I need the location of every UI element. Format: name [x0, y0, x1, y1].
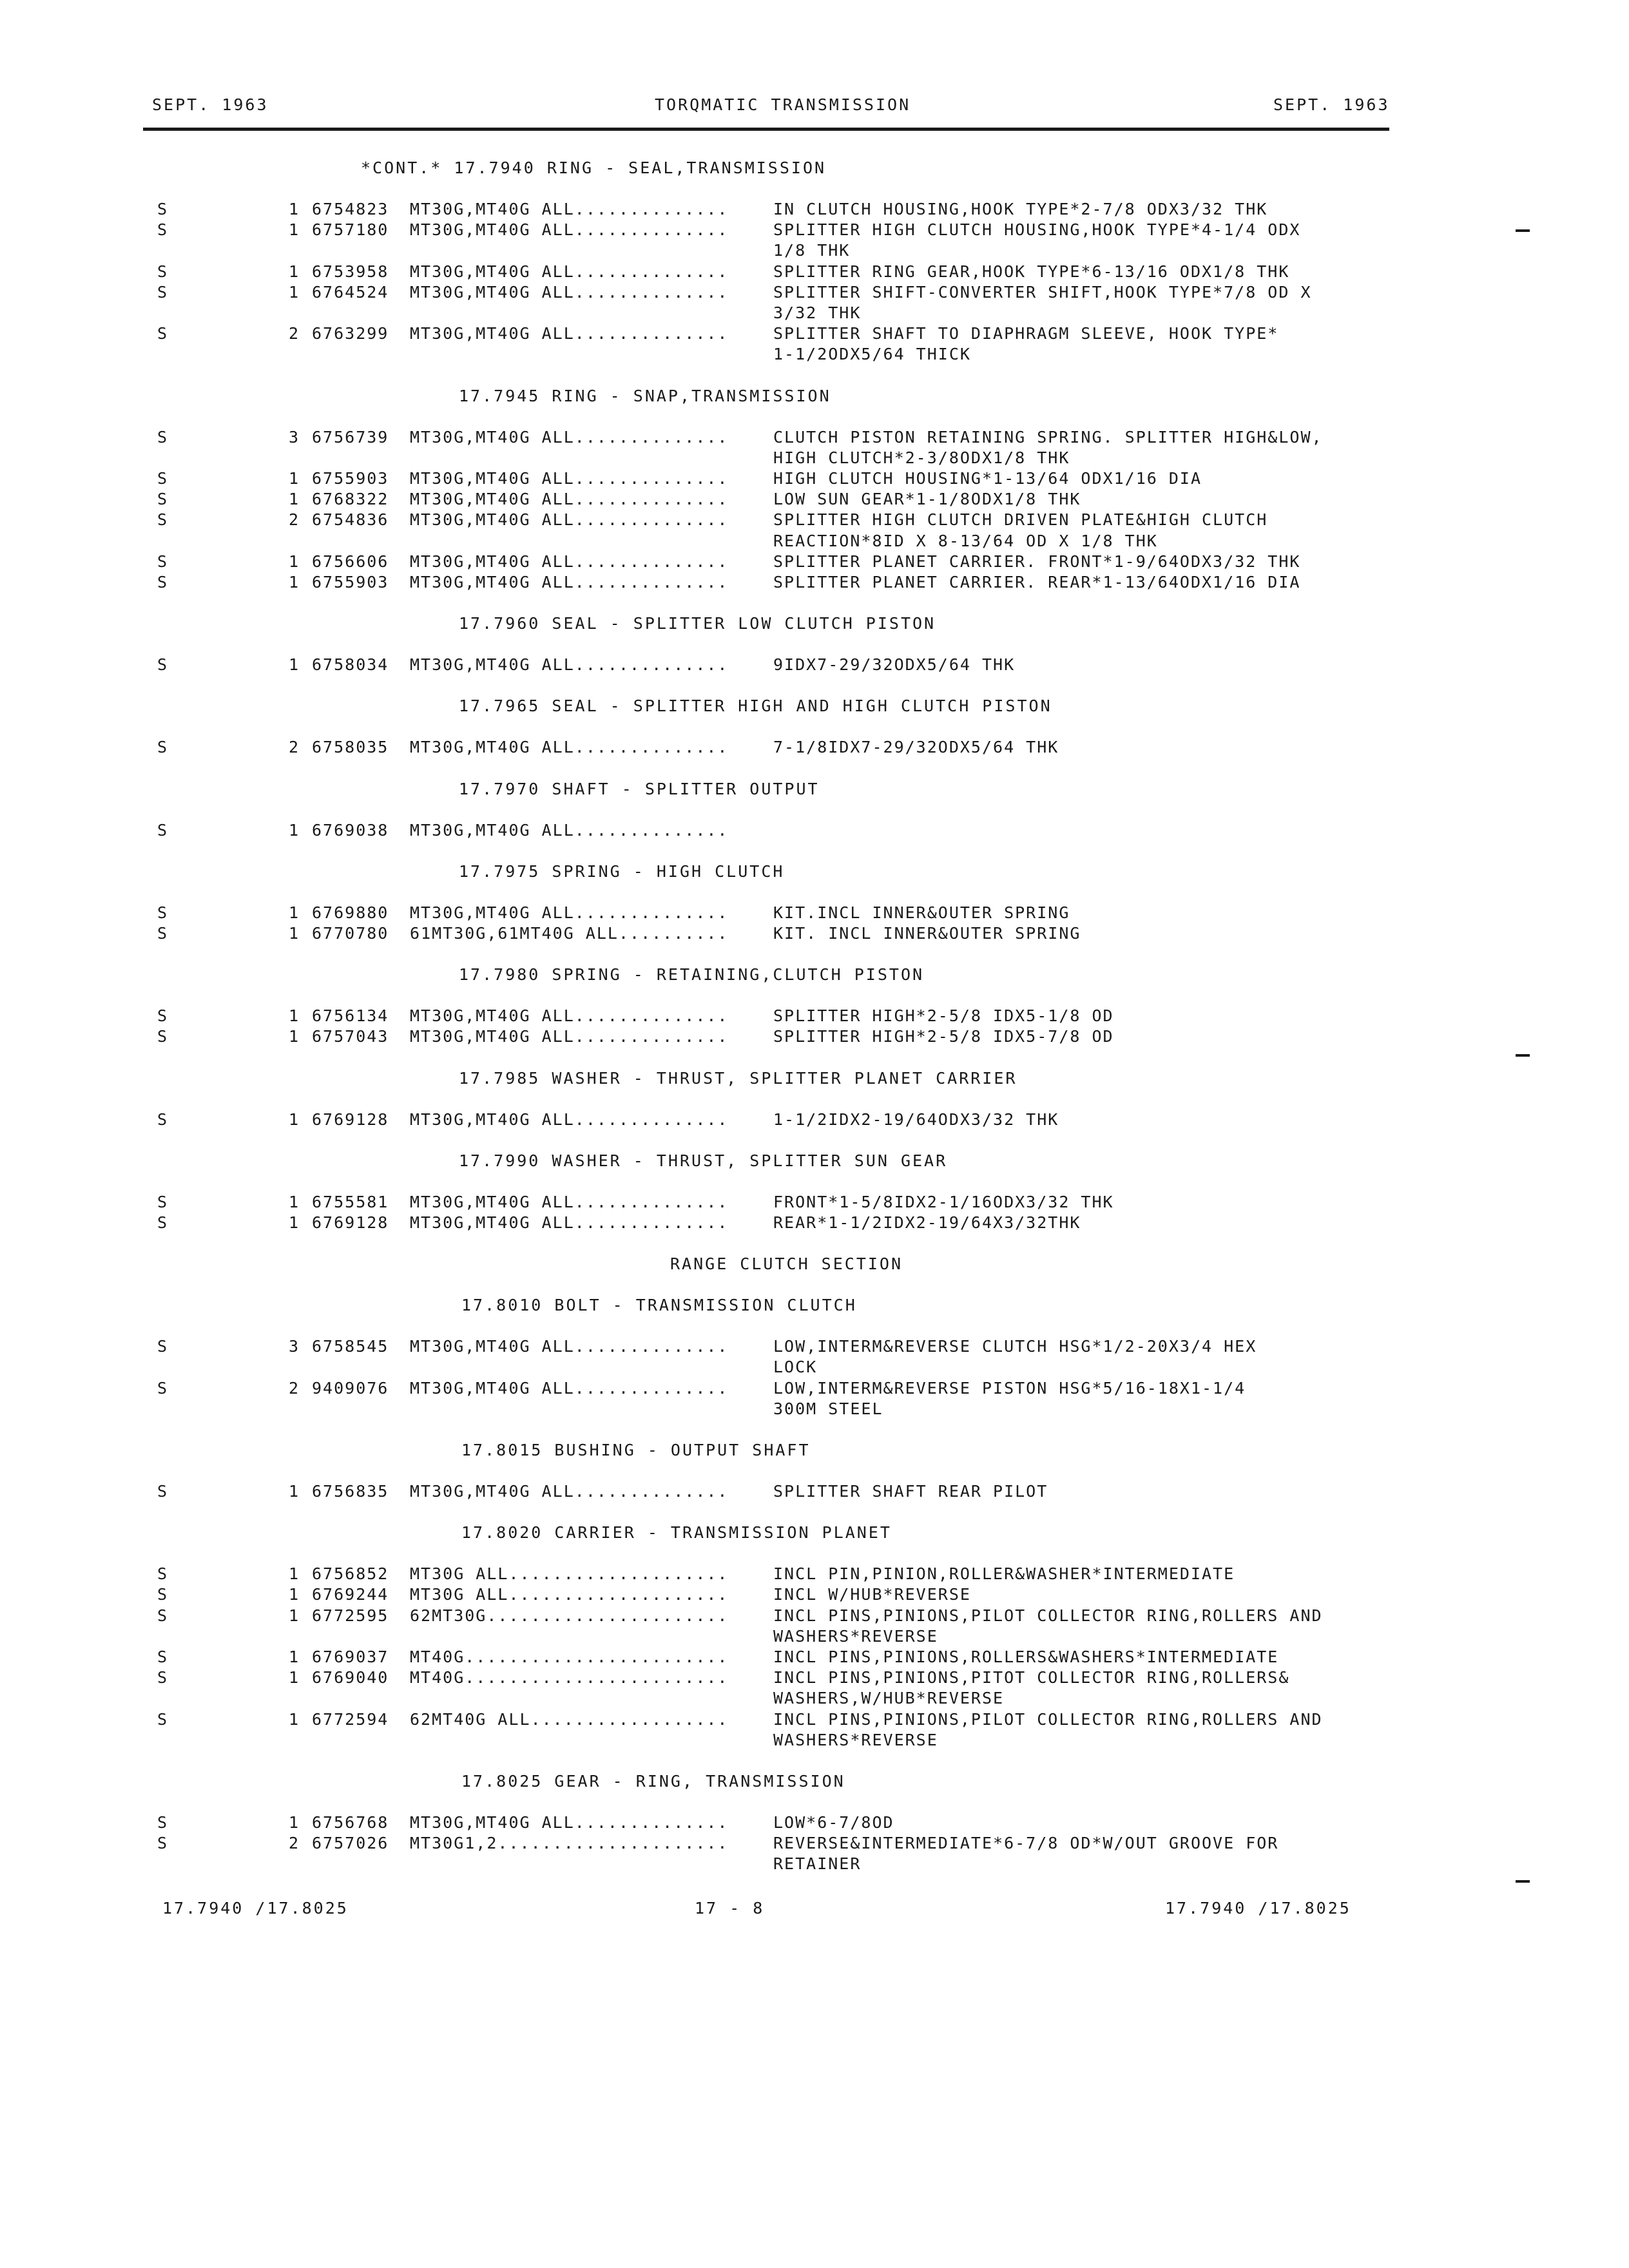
model-applicability: MT30G,MT40G ALL..............	[410, 1813, 729, 1832]
part-description: LOW,INTERM&REVERSE PISTON HSG*5/16-18X1-1/4	[773, 1378, 1246, 1398]
model-applicability: MT40G........................	[410, 1668, 729, 1687]
model-applicability: MT30G,MT40G ALL..............	[410, 1337, 729, 1356]
quantity: 2	[289, 510, 300, 530]
part-number: 6758545	[312, 1337, 389, 1356]
footer-page-number: 17 - 8	[695, 1899, 765, 1917]
model-applicability: MT30G,MT40G ALL..............	[410, 738, 729, 757]
part-number: 6755903	[312, 469, 389, 488]
part-description: 1-1/2IDX2-19/64ODX3/32 THK	[773, 1110, 1059, 1129]
part-description: REACTION*8ID X 8-13/64 OD X 1/8 THK	[773, 531, 1158, 550]
part-number: 6754836	[312, 510, 389, 530]
service-code: S	[157, 427, 169, 447]
header-rule	[143, 128, 1389, 131]
service-code: S	[157, 1110, 169, 1129]
model-applicability: MT30G ALL....................	[410, 1564, 729, 1584]
part-number: 6757043	[312, 1027, 389, 1046]
header-left-date: SEPT. 1963	[152, 95, 269, 114]
part-description: LOW*6-7/8OD	[773, 1813, 894, 1832]
service-code: S	[157, 490, 169, 509]
quantity: 1	[289, 220, 300, 240]
part-number: 6770780	[312, 924, 389, 943]
header-right-date: SEPT. 1963	[1273, 95, 1390, 114]
model-applicability: MT30G,MT40G ALL..............	[410, 1027, 729, 1046]
service-code: S	[157, 1192, 169, 1211]
section-heading: 17.7970 SHAFT - SPLITTER OUTPUT	[459, 779, 820, 798]
service-code: S	[157, 510, 169, 530]
model-applicability: 62MT30G......................	[410, 1606, 729, 1625]
section-heading: 17.7990 WASHER - THRUST, SPLITTER SUN GEAR	[459, 1151, 948, 1170]
footer-right-range: 17.7940 /17.8025	[1165, 1899, 1351, 1917]
part-description: INCL PINS,PINIONS,PITOT COLLECTOR RING,ROLLERS&	[773, 1668, 1290, 1687]
service-code: S	[157, 1564, 169, 1584]
model-applicability: MT30G,MT40G ALL..............	[410, 573, 729, 591]
model-applicability: MT30G,MT40G ALL..............	[410, 1378, 729, 1398]
model-applicability: MT30G,MT40G ALL..............	[410, 262, 729, 281]
section-heading: 17.7975 SPRING - HIGH CLUTCH	[459, 861, 785, 881]
part-description: REAR*1-1/2IDX2-19/64X3/32THK	[773, 1213, 1081, 1232]
quantity: 1	[289, 282, 300, 302]
part-number: 6758034	[312, 655, 389, 675]
quantity: 1	[289, 1564, 300, 1584]
part-description: SPLITTER HIGH*2-5/8 IDX5-1/8 OD	[773, 1006, 1114, 1026]
part-number: 6755581	[312, 1192, 389, 1211]
part-description: RETAINER	[773, 1854, 862, 1874]
quantity: 1	[289, 924, 300, 943]
part-number: 6772595	[312, 1606, 389, 1625]
quantity: 1	[289, 573, 300, 591]
quantity: 2	[289, 324, 300, 343]
section-heading: 17.7980 SPRING - RETAINING,CLUTCH PISTON	[459, 965, 925, 985]
quantity: 1	[289, 1213, 300, 1232]
part-number: 6769128	[312, 1110, 389, 1129]
service-code: S	[157, 1709, 169, 1729]
service-code: S	[157, 1482, 169, 1501]
part-description: INCL W/HUB*REVERSE	[773, 1585, 971, 1604]
part-description: SPLITTER PLANET CARRIER. REAR*1-13/64ODX1/16 DIA	[773, 573, 1301, 591]
quantity: 1	[289, 655, 300, 675]
quantity: 1	[289, 1709, 300, 1729]
quantity: 1	[289, 262, 300, 281]
model-applicability: MT30G,MT40G ALL..............	[410, 1110, 729, 1129]
model-applicability: MT30G,MT40G ALL..............	[410, 1482, 729, 1501]
model-applicability: MT30G,MT40G ALL..............	[410, 200, 729, 218]
part-number: 6755903	[312, 573, 389, 591]
part-description: KIT. INCL INNER&OUTER SPRING	[773, 924, 1081, 943]
model-applicability: MT30G ALL....................	[410, 1585, 729, 1604]
service-code: S	[157, 552, 169, 571]
part-description: 9IDX7-29/32ODX5/64 THK	[773, 655, 1016, 675]
part-description: CLUTCH PISTON RETAINING SPRING. SPLITTER HIGH&LOW,	[773, 427, 1323, 447]
service-code: S	[157, 738, 169, 757]
model-applicability: 62MT40G ALL..................	[410, 1709, 729, 1729]
quantity: 2	[289, 1834, 300, 1853]
service-code: S	[157, 324, 169, 343]
part-description: IN CLUTCH HOUSING,HOOK TYPE*2-7/8 ODX3/32 THK	[773, 200, 1268, 218]
quantity: 1	[289, 1813, 300, 1832]
part-number: 6753958	[312, 262, 389, 281]
model-applicability: 61MT30G,61MT40G ALL..........	[410, 924, 729, 943]
quantity: 1	[289, 903, 300, 922]
model-applicability: MT30G,MT40G ALL..............	[410, 490, 729, 509]
quantity: 1	[289, 1648, 300, 1666]
header-title: TORQMATIC TRANSMISSION	[655, 95, 911, 114]
part-number: 6757180	[312, 220, 389, 240]
part-description: INCL PINS,PINIONS,PILOT COLLECTOR RING,ROLLERS AND	[773, 1606, 1323, 1625]
quantity: 1	[289, 1585, 300, 1604]
quantity: 2	[289, 1378, 300, 1398]
margin-mark	[1516, 229, 1530, 232]
model-applicability: MT30G,MT40G ALL..............	[410, 552, 729, 571]
part-number: 6769880	[312, 903, 389, 922]
part-number: 6769038	[312, 820, 389, 840]
section-heading: 17.7965 SEAL - SPLITTER HIGH AND HIGH CLUTCH PISTON	[459, 697, 1052, 716]
section-heading: 17.7960 SEAL - SPLITTER LOW CLUTCH PISTON	[459, 614, 936, 633]
quantity: 1	[289, 1192, 300, 1211]
part-description: INCL PINS,PINIONS,ROLLERS&WASHERS*INTERMEDIATE	[773, 1648, 1279, 1666]
model-applicability: MT40G........................	[410, 1648, 729, 1666]
quantity: 1	[289, 1027, 300, 1046]
service-code: S	[157, 655, 169, 675]
part-number: 6769244	[312, 1585, 389, 1604]
service-code: S	[157, 1213, 169, 1232]
model-applicability: MT30G,MT40G ALL..............	[410, 655, 729, 675]
model-applicability: MT30G,MT40G ALL..............	[410, 1213, 729, 1232]
quantity: 1	[289, 469, 300, 488]
part-description: SPLITTER PLANET CARRIER. FRONT*1-9/64ODX3/32 THK	[773, 552, 1301, 571]
service-code: S	[157, 573, 169, 591]
part-description: 1-1/2ODX5/64 THICK	[773, 345, 971, 364]
service-code: S	[157, 1668, 169, 1687]
part-description: FRONT*1-5/8IDX2-1/16ODX3/32 THK	[773, 1192, 1114, 1211]
quantity: 3	[289, 1337, 300, 1356]
section-heading: 17.8015 BUSHING - OUTPUT SHAFT	[461, 1441, 811, 1459]
part-description: LOW SUN GEAR*1-1/8ODX1/8 THK	[773, 490, 1081, 509]
margin-mark	[1516, 1880, 1530, 1883]
service-code: S	[157, 1337, 169, 1356]
part-description: INCL PINS,PINIONS,PILOT COLLECTOR RING,ROLLERS AND	[773, 1709, 1323, 1729]
part-description: SPLITTER HIGH CLUTCH DRIVEN PLATE&HIGH CLUTCH	[773, 510, 1268, 530]
part-description: REVERSE&INTERMEDIATE*6-7/8 OD*W/OUT GROOVE FOR	[773, 1834, 1279, 1853]
quantity: 1	[289, 1482, 300, 1501]
part-number: 6756768	[312, 1813, 389, 1832]
quantity: 1	[289, 1606, 300, 1625]
model-applicability: MT30G,MT40G ALL..............	[410, 324, 729, 343]
part-number: 9409076	[312, 1378, 389, 1398]
section-heading: 17.7945 RING - SNAP,TRANSMISSION	[459, 386, 831, 405]
part-description: KIT.INCL INNER&OUTER SPRING	[773, 903, 1070, 922]
service-code: S	[157, 1606, 169, 1625]
model-applicability: MT30G,MT40G ALL..............	[410, 220, 729, 240]
model-applicability: MT30G,MT40G ALL..............	[410, 510, 729, 530]
service-code: S	[157, 220, 169, 240]
section-heading: 17.8010 BOLT - TRANSMISSION CLUTCH	[461, 1296, 857, 1315]
part-number: 6768322	[312, 490, 389, 509]
part-description: WASHERS*REVERSE	[773, 1730, 938, 1749]
service-code: S	[157, 1834, 169, 1853]
quantity: 2	[289, 738, 300, 757]
part-description: SPLITTER HIGH CLUTCH HOUSING,HOOK TYPE*4-1/4 ODX	[773, 220, 1301, 240]
part-number: 6763299	[312, 324, 389, 343]
part-number: 6756835	[312, 1482, 389, 1501]
service-code: S	[157, 1006, 169, 1026]
section-heading: 17.7985 WASHER - THRUST, SPLITTER PLANET CARRIER	[459, 1068, 1017, 1088]
margin-mark	[1516, 1054, 1530, 1057]
range-clutch-section-title: RANGE CLUTCH SECTION	[670, 1254, 903, 1274]
part-description: WASHERS,W/HUB*REVERSE	[773, 1689, 1005, 1708]
part-description: 3/32 THK	[773, 303, 862, 322]
part-description: 1/8 THK	[773, 241, 851, 260]
service-code: S	[157, 262, 169, 281]
quantity: 3	[289, 427, 300, 447]
part-number: 6769037	[312, 1648, 389, 1666]
service-code: S	[157, 1648, 169, 1666]
model-applicability: MT30G,MT40G ALL..............	[410, 1192, 729, 1211]
section-heading: 17.8020 CARRIER - TRANSMISSION PLANET	[461, 1523, 892, 1542]
model-applicability: MT30G,MT40G ALL..............	[410, 282, 729, 302]
part-number: 6772594	[312, 1709, 389, 1729]
part-number: 6757026	[312, 1834, 389, 1853]
part-number: 6756852	[312, 1564, 389, 1584]
part-description: LOW,INTERM&REVERSE CLUTCH HSG*1/2-20X3/4 HEX	[773, 1337, 1257, 1356]
part-number: 6764524	[312, 282, 389, 302]
section-heading: 17.8025 GEAR - RING, TRANSMISSION	[461, 1772, 845, 1791]
part-number: 6756739	[312, 427, 389, 447]
part-description: SPLITTER HIGH*2-5/8 IDX5-7/8 OD	[773, 1027, 1114, 1046]
model-applicability: MT30G,MT40G ALL..............	[410, 903, 729, 922]
part-description: 7-1/8IDX7-29/32ODX5/64 THK	[773, 738, 1059, 757]
quantity: 1	[289, 200, 300, 218]
part-number: 6754823	[312, 200, 389, 218]
section-heading: *CONT.* 17.7940 RING - SEAL,TRANSMISSION	[361, 159, 827, 177]
footer-left-range: 17.7940 /17.8025	[162, 1899, 349, 1917]
service-code: S	[157, 903, 169, 922]
quantity: 1	[289, 1006, 300, 1026]
part-description: SPLITTER RING GEAR,HOOK TYPE*6-13/16 ODX1/8 THK	[773, 262, 1290, 281]
part-description: SPLITTER SHAFT TO DIAPHRAGM SLEEVE, HOOK TYPE*	[773, 324, 1279, 343]
quantity: 1	[289, 490, 300, 509]
service-code: S	[157, 1027, 169, 1046]
part-description: WASHERS*REVERSE	[773, 1626, 938, 1646]
part-number: 6769128	[312, 1213, 389, 1232]
model-applicability: MT30G,MT40G ALL..............	[410, 427, 729, 447]
quantity: 1	[289, 1110, 300, 1129]
part-number: 6756134	[312, 1006, 389, 1026]
service-code: S	[157, 200, 169, 218]
part-number: 6769040	[312, 1668, 389, 1687]
part-description: HIGH CLUTCH HOUSING*1-13/64 ODX1/16 DIA	[773, 469, 1202, 488]
model-applicability: MT30G,MT40G ALL..............	[410, 469, 729, 488]
part-number: 6756606	[312, 552, 389, 571]
part-description: SPLITTER SHAFT REAR PILOT	[773, 1482, 1048, 1501]
part-description: SPLITTER SHIFT-CONVERTER SHIFT,HOOK TYPE*7/8 OD X	[773, 282, 1312, 302]
service-code: S	[157, 1813, 169, 1832]
part-description: INCL PIN,PINION,ROLLER&WASHER*INTERMEDIATE	[773, 1564, 1235, 1584]
model-applicability: MT30G,MT40G ALL..............	[410, 1006, 729, 1026]
service-code: S	[157, 820, 169, 840]
model-applicability: MT30G1,2.....................	[410, 1834, 729, 1853]
model-applicability: MT30G,MT40G ALL..............	[410, 820, 729, 840]
part-description: LOCK	[773, 1358, 818, 1377]
service-code: S	[157, 282, 169, 302]
part-description: HIGH CLUTCH*2-3/8ODX1/8 THK	[773, 448, 1070, 467]
service-code: S	[157, 1585, 169, 1604]
part-number: 6758035	[312, 738, 389, 757]
part-description: 300M STEEL	[773, 1399, 883, 1418]
quantity: 1	[289, 820, 300, 840]
service-code: S	[157, 469, 169, 488]
service-code: S	[157, 1378, 169, 1398]
quantity: 1	[289, 1668, 300, 1687]
service-code: S	[157, 924, 169, 943]
quantity: 1	[289, 552, 300, 571]
